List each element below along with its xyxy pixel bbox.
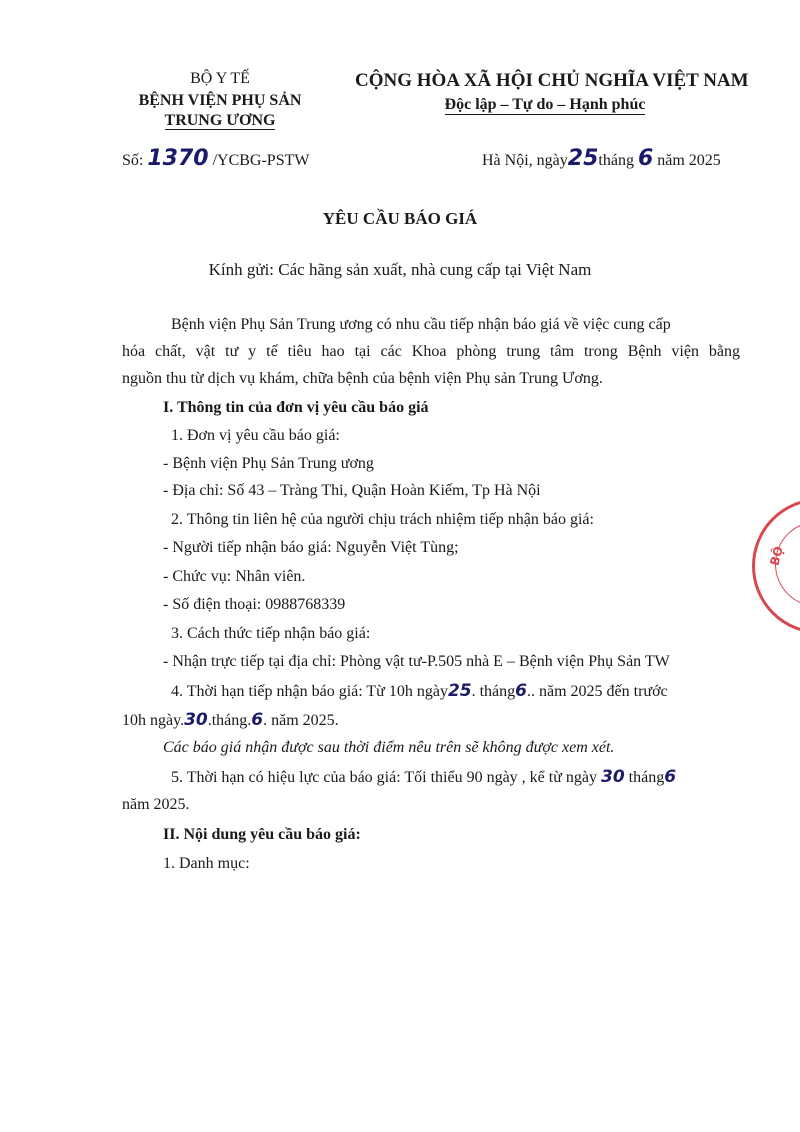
document-date — [482, 146, 721, 171]
receiving-method: - Nhận trực tiếp tại địa chỉ: Phòng vật tư-P.505 nhà E – Bệnh viện Phụ Sản TW — [163, 653, 670, 670]
date-place: Hà Nội, ngày — [482, 152, 568, 169]
item-4-end-day: 30 — [184, 710, 208, 730]
hospital-name-line2-wrap — [130, 112, 310, 130]
section-1-item-4-line-2 — [122, 710, 339, 730]
intro-line-1: Bệnh viện Phụ Sản Trung ương có nhu cầu tiếp nhận báo giá về việc cung cấp — [171, 316, 671, 333]
motto: Độc lập – Tự do – Hạnh phúc — [444, 96, 646, 113]
item-4-text-d: 10h ngày. — [122, 712, 185, 729]
section-1-item-5-line-2: năm 2025. — [122, 796, 190, 813]
item-5-day: 30 — [601, 767, 625, 787]
item-4-text-f: . năm 2025. — [263, 712, 339, 729]
item-5-month: 6 — [664, 767, 677, 787]
section-1-item-5-line-1 — [171, 767, 676, 787]
late-quote-note: Các báo giá nhận được sau thời điểm nêu trên sẽ không được xem xét. — [163, 739, 615, 756]
document-title: YÊU CẦU BÁO GIÁ — [322, 209, 478, 228]
requesting-unit: - Bệnh viện Phụ Sản Trung ương — [163, 455, 374, 472]
receiver-name: - Người tiếp nhận báo giá: Nguyễn Việt Tùng; — [163, 539, 459, 556]
recipient-line: Kính gửi: Các hãng sản xuất, nhà cung cấp tại Việt Nam — [208, 260, 592, 279]
item-4-text-c: .. năm 2025 đến trước — [527, 683, 668, 700]
section-1-item-1: 1. Đơn vị yêu cầu báo giá: — [171, 427, 340, 444]
ministry-name: BỘ Y TẾ — [190, 70, 250, 87]
date-year: năm 2025 — [657, 152, 721, 169]
date-month-label: tháng — [598, 152, 634, 169]
reference-handwritten-number: 1370 — [147, 146, 209, 171]
section-1-heading: I. Thông tin của đơn vị yêu cầu báo giá — [163, 399, 429, 416]
section-1-item-3: 3. Cách thức tiếp nhận báo giá: — [171, 625, 371, 642]
reference-prefix: Số: — [122, 152, 144, 169]
section-2-heading: II. Nội dung yêu cầu báo giá: — [163, 826, 361, 843]
item-4-start-month: 6 — [515, 681, 527, 701]
hospital-name-line1: BỆNH VIỆN PHỤ SẢN — [138, 92, 302, 109]
section-2-item-1: 1. Danh mục: — [163, 855, 250, 872]
receiver-position: - Chức vụ: Nhân viên. — [163, 568, 306, 585]
item-5-text-b: tháng — [628, 769, 665, 786]
country-name: CỘNG HÒA XÃ HỘI CHỦ NGHĨA VIỆT NAM — [355, 70, 749, 91]
intro-line-3: nguồn thu từ dịch vụ khám, chữa bệnh của bệnh viện Phụ sản Trung Ương. — [122, 370, 603, 387]
motto-wrap — [355, 96, 735, 114]
reference-number — [122, 146, 309, 171]
official-seal — [752, 498, 800, 634]
official-seal-text: BỘ — [767, 544, 786, 568]
reference-suffix: /YCBG-PSTW — [212, 152, 310, 169]
section-1-item-4-line-1 — [171, 681, 668, 701]
hospital-name-line2: TRUNG ƯƠNG — [164, 112, 276, 129]
section-1-item-2: 2. Thông tin liên hệ của người chịu trách nhiệm tiếp nhận báo giá: — [171, 511, 594, 528]
intro-line-2: hóa chất, vật tư y tế tiêu hao tại các Khoa phòng trung tâm trong Bệnh viện bằng — [122, 343, 740, 360]
item-5-text-a: 5. Thời hạn có hiệu lực của báo giá: Tối thiểu 90 ngày , kể từ ngày — [171, 769, 597, 786]
date-month: 6 — [637, 146, 654, 171]
item-4-text-b: . tháng — [471, 683, 516, 700]
unit-address: - Địa chỉ: Số 43 – Tràng Thi, Quận Hoàn Kiếm, Tp Hà Nội — [163, 482, 541, 499]
item-4-text-e: .tháng. — [207, 712, 252, 729]
receiver-phone: - Số điện thoại: 0988768339 — [163, 596, 346, 613]
date-day: 25 — [567, 146, 599, 171]
item-4-end-month: 6 — [251, 710, 264, 730]
item-4-text-a: 4. Thời hạn tiếp nhận báo giá: Từ 10h ngày — [171, 683, 448, 700]
item-4-start-day: 25 — [447, 681, 472, 701]
